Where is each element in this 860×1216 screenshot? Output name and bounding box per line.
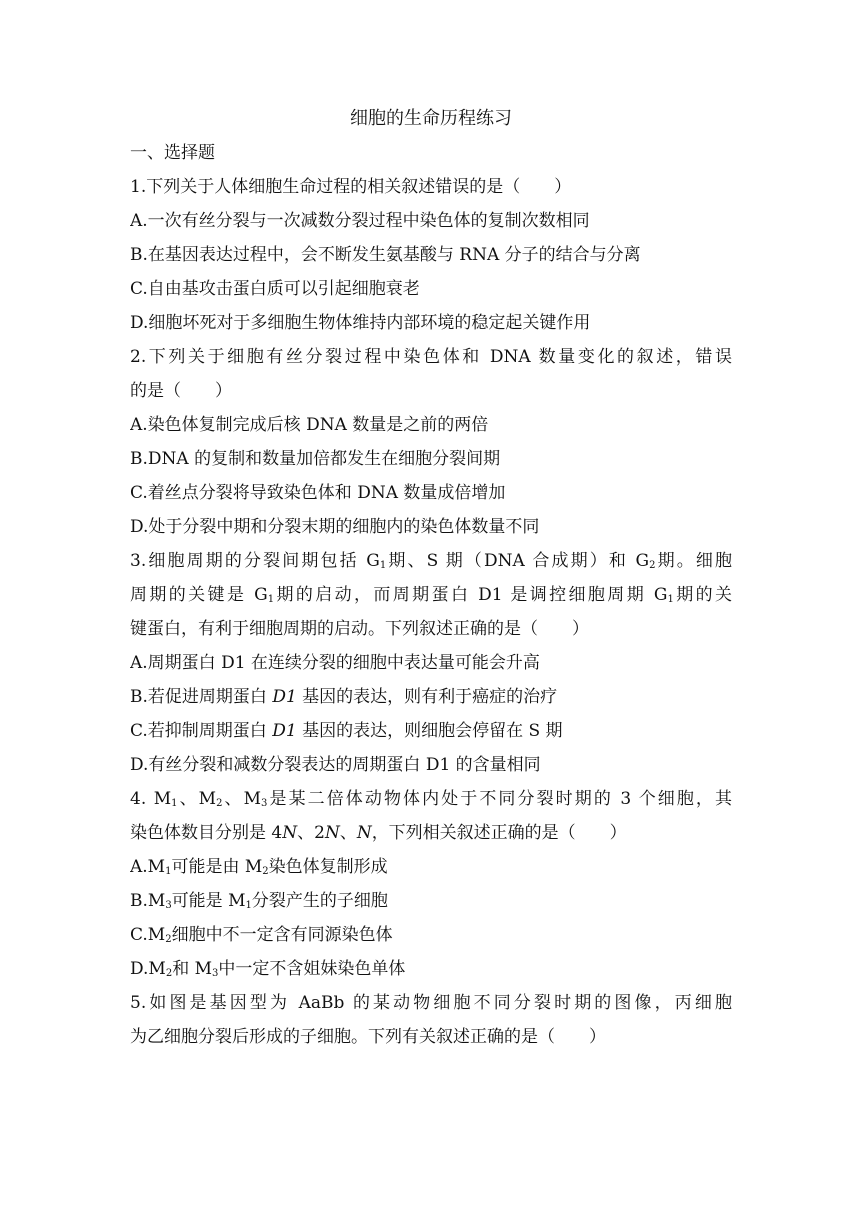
q4-text: 、2 bbox=[297, 823, 325, 843]
q3-text: 期的启动，而周期蛋白 D1 是调控细胞周期 G bbox=[274, 585, 668, 605]
subscript: 1 bbox=[667, 594, 674, 605]
q4-text: 可能是 M bbox=[171, 891, 246, 911]
q4-text: 染色体数目分别是 4 bbox=[130, 823, 283, 843]
chromosome-symbol: N bbox=[324, 823, 340, 843]
question-4-option-c bbox=[130, 918, 732, 952]
q4-text: B.M bbox=[130, 891, 166, 911]
q4-text: 是某二倍体动物体内处于不同分裂时期的 3 个细胞，其 bbox=[267, 789, 732, 809]
subscript: 2 bbox=[216, 798, 223, 809]
question-3-stem-line-2 bbox=[130, 578, 732, 612]
question-2-stem-line-1: 2.下列关于细胞有丝分裂过程中染色体和 DNA 数量变化的叙述，错误 bbox=[130, 347, 732, 367]
q4-text: 和 M bbox=[172, 959, 213, 979]
question-2-option-a: A.染色体复制完成后核 DNA 数量是之前的两倍 bbox=[130, 415, 489, 435]
question-3-stem-line-3: 键蛋白，有利于细胞周期的启动。下列叙述正确的是（ ） bbox=[130, 619, 589, 639]
question-4-option-b bbox=[130, 884, 732, 918]
q4-text: 、M bbox=[177, 789, 217, 809]
q4-text: A.M bbox=[130, 857, 166, 877]
subscript: 2 bbox=[649, 560, 656, 571]
question-5-stem-line-1: 5.如图是基因型为 AaBb 的某动物细胞不同分裂时期的图像，丙细胞 bbox=[130, 993, 732, 1013]
question-1-option-b: B.在基因表达过程中，会不断发生氨基酸与 RNA 分子的结合与分离 bbox=[130, 245, 641, 265]
q4-text: 可能是由 M bbox=[171, 857, 263, 877]
question-4-stem-line-1 bbox=[130, 782, 732, 816]
question-4-stem-line-2 bbox=[130, 816, 732, 850]
page-title: 细胞的生命历程练习 bbox=[350, 108, 512, 129]
q3-text: B.若促进周期蛋白 bbox=[130, 687, 273, 707]
subscript: 2 bbox=[165, 968, 173, 979]
question-3-option-a: A.周期蛋白 D1 在连续分裂的细胞中表达量可能会升高 bbox=[130, 653, 540, 673]
subscript: 2 bbox=[262, 866, 269, 877]
q4-text: 中一定不含姐妹染色单体 bbox=[218, 959, 406, 979]
q3-text: 基因的表达，则有利于癌症的治疗 bbox=[296, 687, 558, 707]
question-1-option-c: C.自由基攻击蛋白质可以引起细胞衰老 bbox=[130, 279, 420, 299]
q4-text: 染色体复制形成 bbox=[268, 857, 388, 877]
section-heading: 一、选择题 bbox=[130, 143, 215, 163]
document-body bbox=[130, 102, 732, 1054]
question-2-option-b: B.DNA 的复制和数量加倍都发生在细胞分裂间期 bbox=[130, 449, 501, 469]
q4-text: 细胞中不一定含有同源染色体 bbox=[171, 925, 393, 945]
q4-text: 4. M bbox=[130, 789, 172, 809]
question-1-option-a: A.一次有丝分裂与一次减数分裂过程中染色体的复制次数相同 bbox=[130, 211, 590, 231]
question-1-stem: 1.下列关于人体细胞生命过程的相关叙述错误的是（ ） bbox=[130, 177, 572, 197]
q4-text: ，下列相关叙述正确的是（ ） bbox=[371, 823, 627, 843]
question-4-option-d bbox=[130, 952, 732, 986]
subscript: 1 bbox=[379, 560, 387, 571]
chromosome-symbol: N bbox=[282, 823, 298, 843]
question-2-option-c: C.着丝点分裂将导致染色体和 DNA 数量成倍增加 bbox=[130, 483, 506, 503]
question-3-stem-line-1 bbox=[130, 544, 732, 578]
q4-text: 分裂产生的子细胞 bbox=[251, 891, 388, 911]
question-1-option-d: D.细胞坏死对于多细胞生物体维持内部环境的稳定起关键作用 bbox=[130, 313, 591, 333]
q4-text: 、M bbox=[222, 789, 262, 809]
q3-text: 基因的表达，则细胞会停留在 S 期 bbox=[296, 721, 563, 741]
q3-text: 3.细胞周期的分裂间期包括 G bbox=[130, 551, 380, 571]
subscript: 2 bbox=[165, 934, 172, 945]
q3-text: 期的关 bbox=[673, 585, 732, 605]
q3-text: 期、S 期（DNA 合成期）和 G bbox=[386, 551, 650, 571]
subscript: 1 bbox=[165, 866, 172, 877]
q3-text: 期。细胞 bbox=[655, 551, 732, 571]
subscript: 3 bbox=[165, 900, 172, 911]
question-2-stem-line-2: 的是（ ） bbox=[130, 381, 232, 401]
subscript: 1 bbox=[267, 594, 275, 605]
question-2-option-d: D.处于分裂中期和分裂末期的细胞内的染色体数量不同 bbox=[130, 517, 540, 537]
q4-text: 、 bbox=[339, 823, 357, 843]
question-5-stem-line-2: 为乙细胞分裂后形成的子细胞。下列有关叙述正确的是（ ） bbox=[130, 1027, 606, 1047]
q3-text: C.若抑制周期蛋白 bbox=[130, 721, 273, 741]
question-3-option-d: D.有丝分裂和减数分裂表达的周期蛋白 D1 的含量相同 bbox=[130, 755, 541, 775]
subscript: 1 bbox=[245, 900, 252, 911]
subscript: 3 bbox=[212, 968, 219, 979]
chromosome-symbol: N bbox=[356, 823, 372, 843]
q4-text: C.M bbox=[130, 925, 166, 945]
gene-name: D1 bbox=[272, 721, 297, 741]
q3-text: 周期的关键是 G bbox=[130, 585, 268, 605]
question-3-option-b bbox=[130, 680, 732, 714]
subscript: 1 bbox=[171, 798, 178, 809]
gene-name: D1 bbox=[272, 687, 297, 707]
subscript: 3 bbox=[261, 798, 268, 809]
q4-text: D.M bbox=[130, 959, 166, 979]
question-4-option-a bbox=[130, 850, 732, 884]
question-3-option-c bbox=[130, 714, 732, 748]
